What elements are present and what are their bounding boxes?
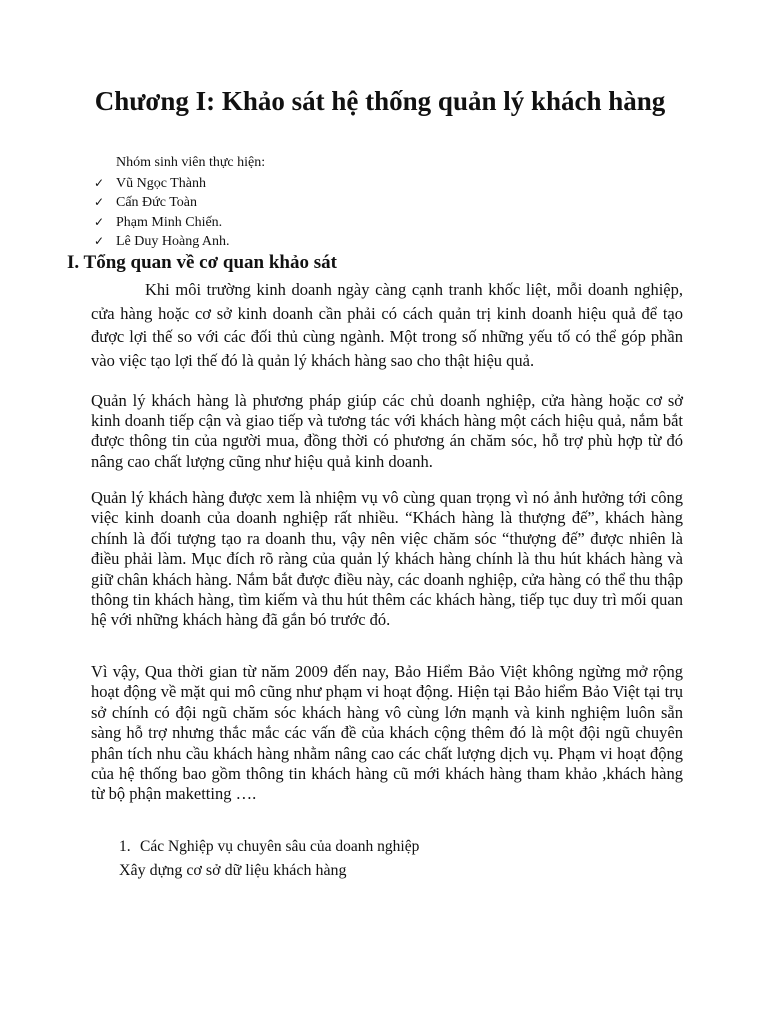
list-item <box>94 174 230 193</box>
paragraph-intro: Khi môi trường kinh doanh ngày càng cạnh tranh khốc liệt, mỗi doanh nghiệp, cửa hàng hoặc cơ sở kinh doanh cần phải có cách quản trị kinh doanh hiệu quả để tạo được lợi thế so với các đối thủ cùng ngành. Một trong số những yếu tố có thể góp phần vào việc tạo lợi thế đó là quản lý khách hàng sao cho thật hiệu quả. <box>91 280 683 370</box>
subsection-number: 1. <box>119 838 131 855</box>
member-name: Cấn Đức Toàn <box>116 195 197 211</box>
paragraph-importance: Quản lý khách hàng được xem là nhiệm vụ vô cùng quan trọng vì nó ảnh hưởng tới công việc kinh doanh của doanh nghiệp rất nhiều. “Khách hàng là thượng đế”, khách hàng chính là đối tượng tạo ra doanh thu, vậy nên việc chăm sóc “thượng đế” được nhiên là điều phải làm. Mục đích rõ ràng của quản lý khách hàng chính là thu hút khách hàng và giữ chân khách hàng. Nắm bắt được điều này, các doanh nghiệp, cửa hàng có thể thu thập thông tin khách hàng, tìm kiếm và thu hút thêm các khách hàng, tiếp tục duy trì mối quan hệ với những khách hàng đã gắn bó trước đó. <box>91 488 683 630</box>
member-name: Phạm Minh Chiến. <box>116 214 223 230</box>
subsection-title: Các Nghiệp vụ chuyên sâu của doanh nghiệp <box>140 838 420 855</box>
section-heading: I. Tổng quan về cơ quan khảo sát <box>67 252 337 273</box>
list-item <box>94 213 230 232</box>
paragraph-bao-viet: Vì vậy, Qua thời gian từ năm 2009 đến nay, Bảo Hiểm Bảo Việt không ngừng mở rộng hoạt động về mặt qui mô cũng như phạm vi hoạt động. Hiện tại Bảo hiểm Bảo Việt tại trụ sở chính có đội ngũ chăm sóc khách hàng vô cùng lớn mạnh và kinh nghiệm luôn sẵn sàng hỗ trợ nhưng thắc mắc các vấn đề của khách cộng thêm đó là một đội ngũ chuyên phân tích nhu cầu khách hàng nhằm nâng cao các chất lượng dịch vụ. Phạm vi hoạt động của hệ thống bao gồm thông tin khách hàng cũ mới khách hàng tham khảo ,khách hàng từ bộ phận maketting …. <box>91 662 683 804</box>
list-item <box>94 232 230 251</box>
member-name: Vũ Ngọc Thành <box>116 176 206 191</box>
list-item <box>94 193 230 212</box>
checkmark-icon: ✓ <box>94 234 105 249</box>
checkmark-icon: ✓ <box>94 176 105 190</box>
paragraph-definition: Quản lý khách hàng là phương pháp giúp các chủ doanh nghiệp, cửa hàng hoặc cơ sở kinh doanh tiếp cận và giao tiếp và tương tác với khách hàng một cách hiệu quả, nắm bắt được thông tin của người mua, đồng thời có phương án chăm sóc, hỗ trợ phù hợp từ đó nâng cao chất lượng cũng như hiệu quả kinh doanh. <box>91 391 683 471</box>
page-title: Chương I: Khảo sát hệ thống quản lý khách hàng <box>94 86 666 116</box>
checkmark-icon: ✓ <box>94 214 105 229</box>
subsection-heading <box>119 838 419 856</box>
member-name: Lê Duy Hoàng Anh. <box>116 234 230 250</box>
checkmark-icon: ✓ <box>94 195 105 210</box>
member-list <box>94 174 230 252</box>
subsection-item: Xây dựng cơ sở dữ liệu khách hàng <box>119 862 347 879</box>
group-label: Nhóm sinh viên thực hiện: <box>116 155 266 170</box>
